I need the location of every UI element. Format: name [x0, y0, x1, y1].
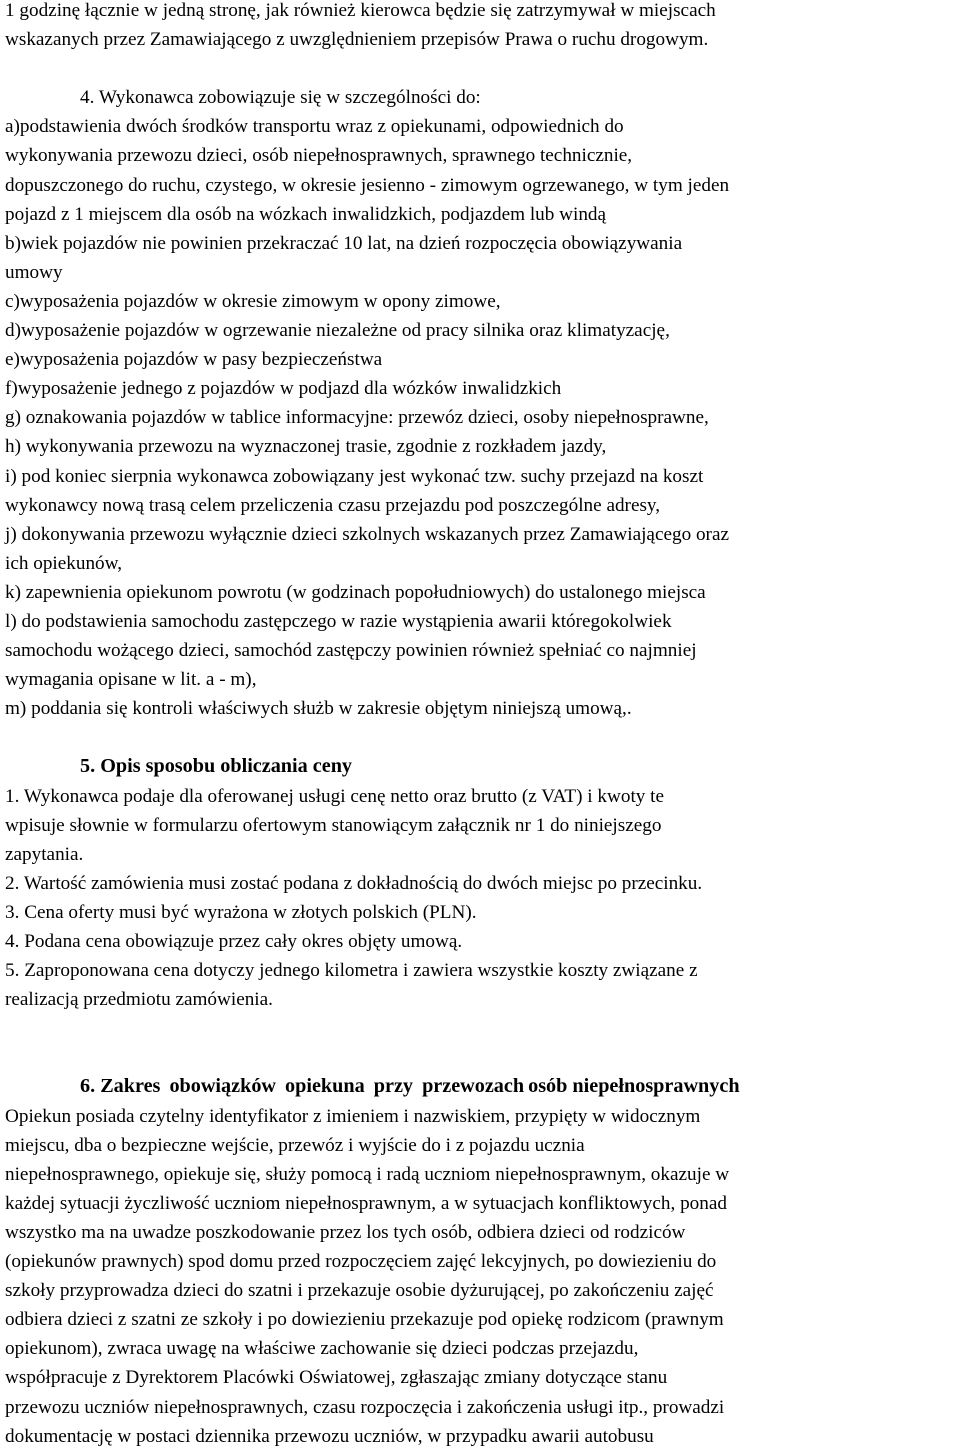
section-6-line: Opiekun posiada czytelny identyfikator z imieniem i nazwiskiem, przypięty w widocznym: [5, 1105, 701, 1127]
section-5-line: 5. Zaproponowana cena dotyczy jednego kilometra i zawiera wszystkie koszty związane z: [5, 960, 698, 982]
spacer: [5, 723, 957, 752]
spacer: [5, 1043, 957, 1072]
section-4-line: pojazd z 1 miejscem dla osób na wózkach inwalidzkich, podjazdem lub windą: [5, 203, 607, 225]
section-6-line: opiekunom), zwraca uwagę na właściwe zachowanie się dzieci podczas przejazdu,: [5, 1338, 639, 1360]
section-4-line: g) oznakowania pojazdów w tablice informacyjne: przewóz dzieci, osoby niepełnosprawne,: [5, 407, 709, 429]
section-4-line: umowy: [5, 261, 63, 283]
section-6-line: niepełnosprawnego, opiekuje się, służy pomocą i radą uczniom niepełnosprawnym, okazuje w: [5, 1163, 730, 1185]
section-6-line: szkoły przyprowadza dzieci do szatni i przekazuje osobie dyżurującej, po zakończeniu zajęć: [5, 1280, 714, 1302]
section-5-line: 1. Wykonawca podaje dla oferowanej usługi cenę netto oraz brutto (z VAT) i kwoty te: [5, 785, 665, 807]
intro-line: wskazanych przez Zamawiającego z uwzględnieniem przepisów Prawa o ruchu drogowym.: [5, 29, 709, 51]
section-6-title: [5, 1072, 957, 1101]
section-4-line: i) pod koniec sierpnia wykonawca zobowiązany jest wykonać tzw. suchy przejazd na koszt: [5, 465, 704, 487]
section-5-line: realizacją przedmiotu zamówienia.: [5, 989, 273, 1011]
section-4-line: dopuszczonego do ruchu, czystego, w okresie jesienno - zimowym ogrzewanego, w tym jeden: [5, 174, 730, 196]
section-6-title-word: 6. Zakres: [80, 1075, 161, 1098]
section-6-body: [5, 1102, 957, 1451]
section-4-line: h) wykonywania przewozu na wyznaczonej trasie, zgodnie z rozkładem jazdy,: [5, 436, 607, 458]
document-page: [5, 0, 957, 1451]
section-4-line: k) zapewnienia opiekunom powrotu (w godzinach popołudniowych) do ustalonego miejsca: [5, 581, 706, 603]
section-5-line: zapytania.: [5, 843, 84, 865]
section-5-line: 3. Cena oferty musi być wyrażona w złotych polskich (PLN).: [5, 901, 477, 923]
section-6-title-word: przewozach: [422, 1075, 525, 1098]
section-5-line: wpisuje słownie w formularzu ofertowym stanowiącym załącznik nr 1 do niniejszego: [5, 814, 662, 836]
section-6-line: każdej sytuacji życzliwość uczniom niepełnosprawnym, a w sytuacjach konfliktowych, ponad: [5, 1192, 727, 1214]
section-4-line: b)wiek pojazdów nie powinien przekraczać 10 lat, na dzień rozpoczęcia obowiązywania: [5, 232, 683, 254]
spacer: [5, 1014, 957, 1043]
section-4-line: wykonawcy nową trasą celem przeliczenia czasu przejazdu pod poszczególne adresy,: [5, 494, 661, 516]
section-4-line: ich opiekunów,: [5, 552, 123, 574]
section-5-title: 5. Opis sposobu obliczania ceny: [80, 755, 353, 778]
section-5-line: 2. Wartość zamówienia musi zostać podana z dokładnością do dwóch miejsc po przecinku.: [5, 872, 703, 894]
section-4-line: wymagania opisane w lit. a - m),: [5, 669, 257, 691]
spacer: [5, 54, 957, 83]
section-6-title-word: przy: [373, 1075, 414, 1098]
section-6-line: współpracuje z Dyrektorem Placówki Oświatowej, zgłaszając zmiany dotyczące stanu: [5, 1367, 668, 1389]
section-4-line: samochodu wożącego dzieci, samochód zastępczy powinien również spełniać co najmniej: [5, 640, 697, 662]
intro-line: 1 godzinę łącznie w jedną stronę, jak również kierowca będzie się zatrzymywał w miejscach: [5, 0, 716, 21]
section-6-line: odbiera dzieci z szatni ze szkoły i po dowiezieniu przekazuje pod opiekę rodzicom (prawnym: [5, 1309, 724, 1331]
section-4-line: j) dokonywania przewozu wyłącznie dzieci szkolnych wskazanych przez Zamawiającego oraz: [5, 523, 729, 545]
section-4-line: e)wyposażenia pojazdów w pasy bezpieczeństwa: [5, 349, 383, 371]
section-6-title-word: obowiązków: [169, 1075, 276, 1098]
section-6-line: dokumentację w postaci dziennika przewozu uczniów, w przypadku awarii autobusu: [5, 1425, 654, 1447]
section-6-line: przewozu uczniów niepełnosprawnych, czasu rozpoczęcia i zakończenia usługi itp., prowadzi: [5, 1396, 725, 1418]
section-6-line: miejscu, dba o bezpieczne wejście, przewóz i wyjście do i z pojazdu ucznia: [5, 1134, 585, 1156]
section-4-line: m) poddania się kontroli właściwych służb w zakresie objętym niniejszą umową,.: [5, 698, 632, 720]
section-5-line: 4. Podana cena obowiązuje przez cały okres objęty umową.: [5, 931, 463, 952]
section-6-line: (opiekunów prawnych) spod domu przed rozpoczęciem zajęć lekcyjnych, po dowiezieniu do: [5, 1251, 717, 1273]
section-4-line: l) do podstawienia samochodu zastępczego w razie wystąpienia awarii któregokolwiek: [5, 610, 672, 632]
section-4-line: d)wyposażenie pojazdów w ogrzewanie niezależne od pracy silnika oraz klimatyzację,: [5, 320, 670, 342]
section-4-line: wykonywania przewozu dzieci, osób niepełnosprawnych, sprawnego technicznie,: [5, 145, 633, 167]
section-5-body: [5, 782, 957, 1015]
section-6-title-word: osób niepełnosprawnych: [528, 1075, 740, 1098]
section-4-line: f)wyposażenie jednego z pojazdów w podjazd dla wózków inwalidzkich: [5, 378, 562, 400]
section-4-line: c)wyposażenia pojazdów w okresie zimowym w opony zimowe,: [5, 290, 501, 312]
section-6-title-word: opiekuna: [285, 1075, 365, 1098]
section-4-title: 4. Wykonawca zobowiązuje się w szczególności do:: [80, 87, 481, 109]
section-4-body: [5, 112, 957, 723]
section-4-line: a)podstawienia dwóch środków transportu wraz z opiekunami, odpowiednich do: [5, 116, 624, 138]
section-6-line: wszystko ma na uwadze poszkodowanie przez los tych osób, odbiera dzieci od rodziców: [5, 1221, 686, 1243]
